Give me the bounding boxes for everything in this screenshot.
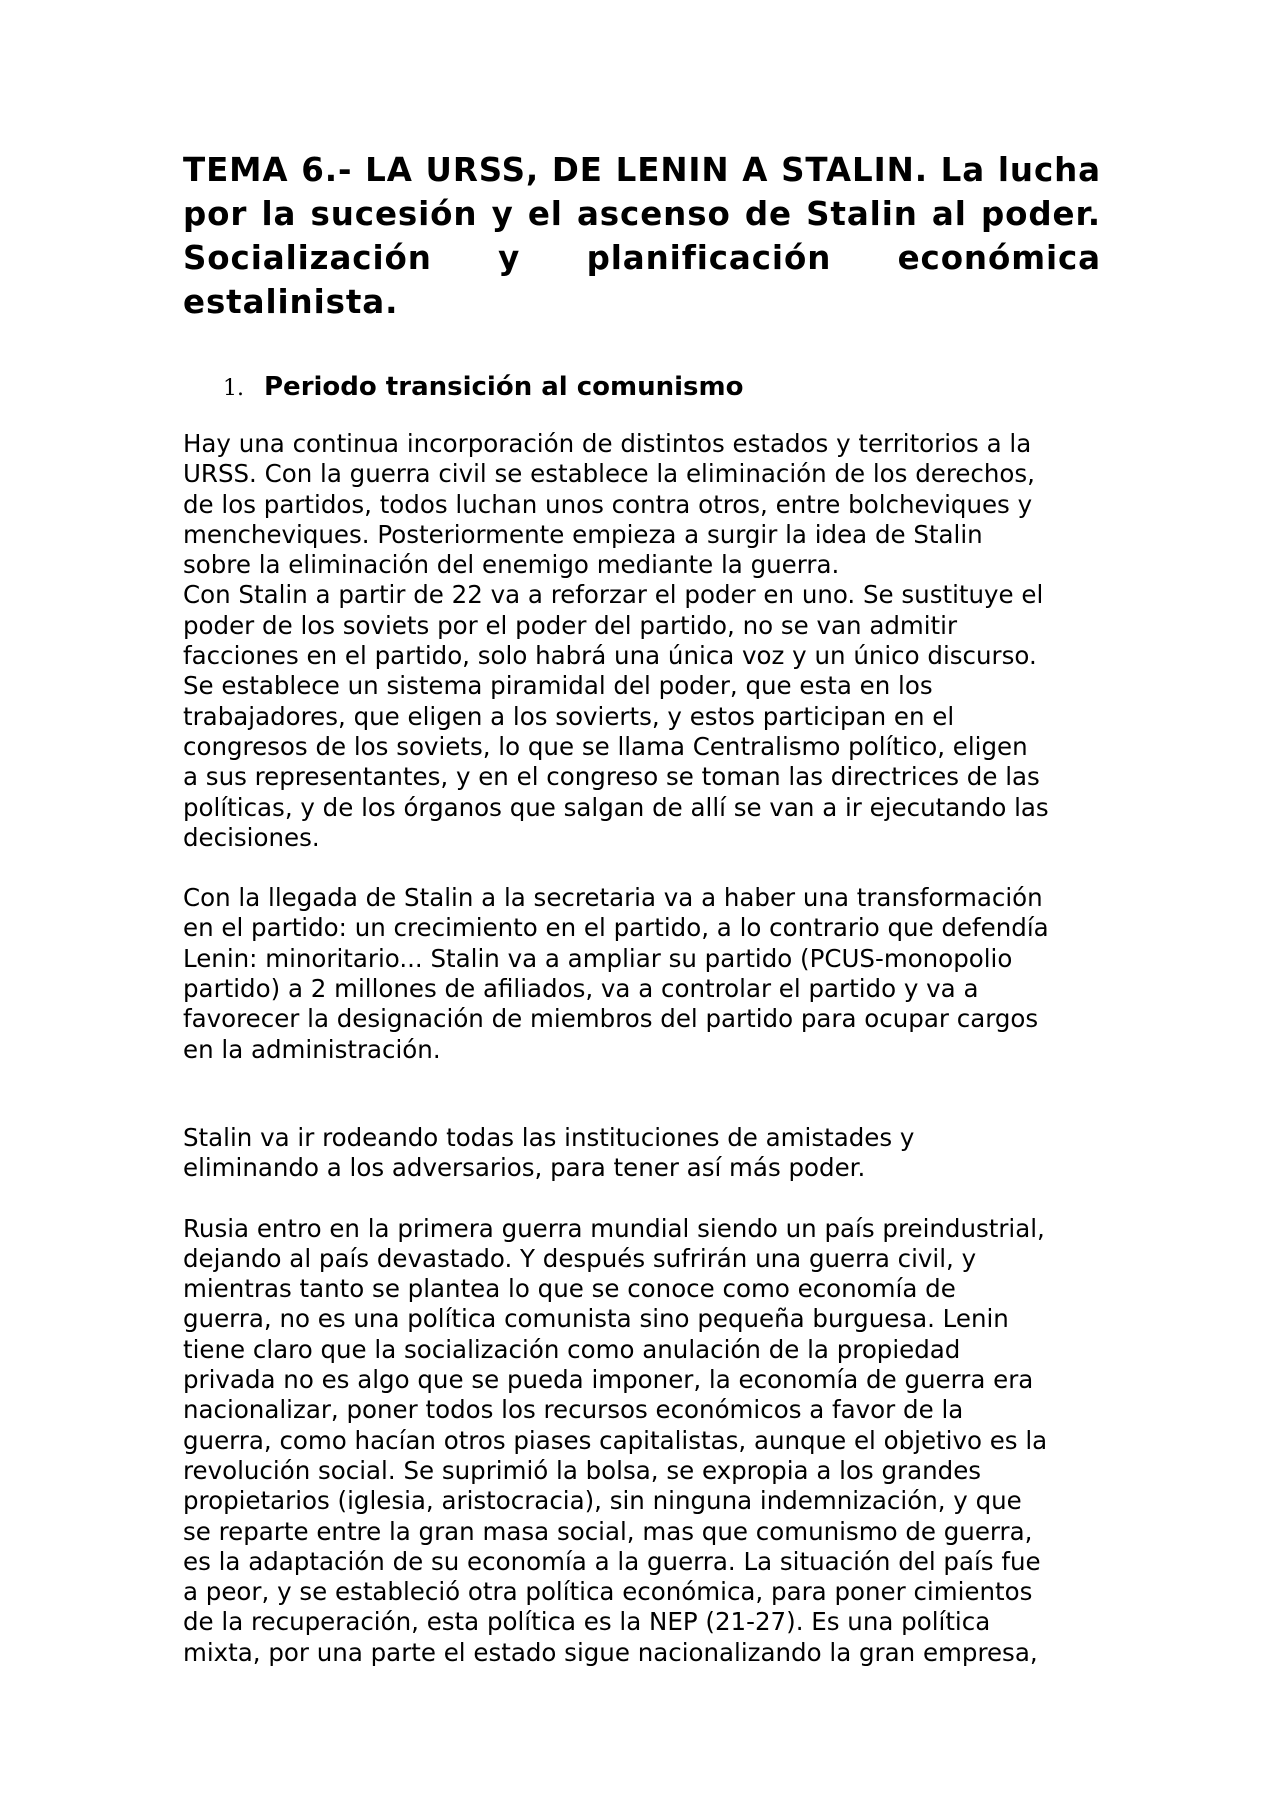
document-page xyxy=(183,148,1101,1668)
text-line: de la recuperación, esta política es la NEP (21-27). Es una política xyxy=(183,1607,991,1637)
text-line: revolución social. Se suprimió la bolsa, se expropia a los grandes xyxy=(183,1455,982,1485)
text-line: de los partidos, todos luchan unos contra otros, entre bolcheviques y xyxy=(183,489,1033,519)
text-line: en el partido: un crecimiento en el partido, a lo contrario que defendía xyxy=(183,913,1049,943)
document-title: TEMA 6.- LA URSS, DE LENIN A STALIN. La lucha por la sucesión y el ascenso de Stalin al poder. Socialización y planificación económica estalinista. xyxy=(183,151,1101,321)
text-line: políticas, y de los órganos que salgan de allí se van a ir ejecutando las xyxy=(183,792,1049,822)
text-line: sobre la eliminación del enemigo mediante la guerra. xyxy=(183,550,840,580)
text-line: Hay una continua incorporación de distintos estados y territorios a la xyxy=(183,429,1032,458)
text-line: partido) a 2 millones de afiliados, va a controlar el partido y va a xyxy=(183,974,979,1004)
text-line: tiene claro que la socialización como anulación de la propiedad xyxy=(183,1334,961,1364)
text-line: facciones en el partido, solo habrá una única voz y un único discurso. xyxy=(183,641,1037,671)
text-line: Stalin va ir rodeando todas las instituciones de amistades y xyxy=(183,1122,915,1152)
text-line: mientras tanto se plantea lo que se conoce como economía de xyxy=(183,1274,956,1304)
text-line: mixta, por una parte el estado sigue nacionalizando la gran empresa, xyxy=(183,1637,1038,1667)
text-line: trabajadores, que eligen a los sovierts, y estos participan en el xyxy=(183,701,955,731)
text-line: Se establece un sistema piramidal del poder, que esta en los xyxy=(183,671,933,701)
paragraph xyxy=(183,1214,1101,1668)
section-label: Periodo transición al comunismo xyxy=(264,372,744,402)
text-line: dejando al país devastado. Y después sufrirán una guerra civil, y xyxy=(183,1243,977,1273)
text-line: Lenin: minoritario... Stalin va a ampliar su partido (PCUS-monopolio xyxy=(183,943,1013,973)
text-line: Con la llegada de Stalin a la secretaria va a haber una transformación xyxy=(183,883,1043,913)
text-line: congresos de los soviets, lo que se llama Centralismo político, eligen xyxy=(183,731,1028,761)
text-line: se reparte entre la gran masa social, mas que comunismo de guerra, xyxy=(183,1516,1033,1546)
text-line: eliminando a los adversarios, para tener así más poder. xyxy=(183,1153,866,1183)
text-line: favorecer la designación de miembros del partido para ocupar cargos xyxy=(183,1004,1039,1034)
section-heading xyxy=(223,371,1101,403)
text-line: propietarios (iglesia, aristocracia), sin ninguna indemnización, y que xyxy=(183,1486,1022,1516)
text-line: Rusia entro en la primera guerra mundial siendo un país preindustrial, xyxy=(183,1213,1045,1243)
section-number: 1. xyxy=(223,376,244,401)
text-line: a peor, y se estableció otra política económica, para poner cimientos xyxy=(183,1577,1033,1607)
text-line: Con Stalin a partir de 22 va a reforzar el poder en uno. Se sustituye el xyxy=(183,580,1044,610)
paragraph xyxy=(183,883,1101,1065)
paragraph xyxy=(183,580,1101,853)
text-line: URSS. Con la guerra civil se establece la eliminación de los derechos, xyxy=(183,459,1035,489)
paragraph xyxy=(183,429,1101,580)
text-line: decisiones. xyxy=(183,822,320,852)
text-line: es la adaptación de su economía a la guerra. La situación del país fue xyxy=(183,1546,1041,1576)
text-line: poder de los soviets por el poder del partido, no se van admitir xyxy=(183,610,958,640)
text-line: mencheviques. Posteriormente empieza a surgir la idea de Stalin xyxy=(183,519,983,549)
text-line: a sus representantes, y en el congreso se toman las directrices de las xyxy=(183,762,1040,792)
text-line: guerra, no es una política comunista sino pequeña burguesa. Lenin xyxy=(183,1304,1009,1334)
paragraph xyxy=(183,1123,1101,1184)
text-line: guerra, como hacían otros piases capitalistas, aunque el objetivo es la xyxy=(183,1425,1048,1455)
text-line: en la administración. xyxy=(183,1034,441,1064)
text-line: nacionalizar, poner todos los recursos económicos a favor de la xyxy=(183,1395,964,1425)
text-line: privada no es algo que se pueda imponer, la economía de guerra era xyxy=(183,1365,1034,1395)
